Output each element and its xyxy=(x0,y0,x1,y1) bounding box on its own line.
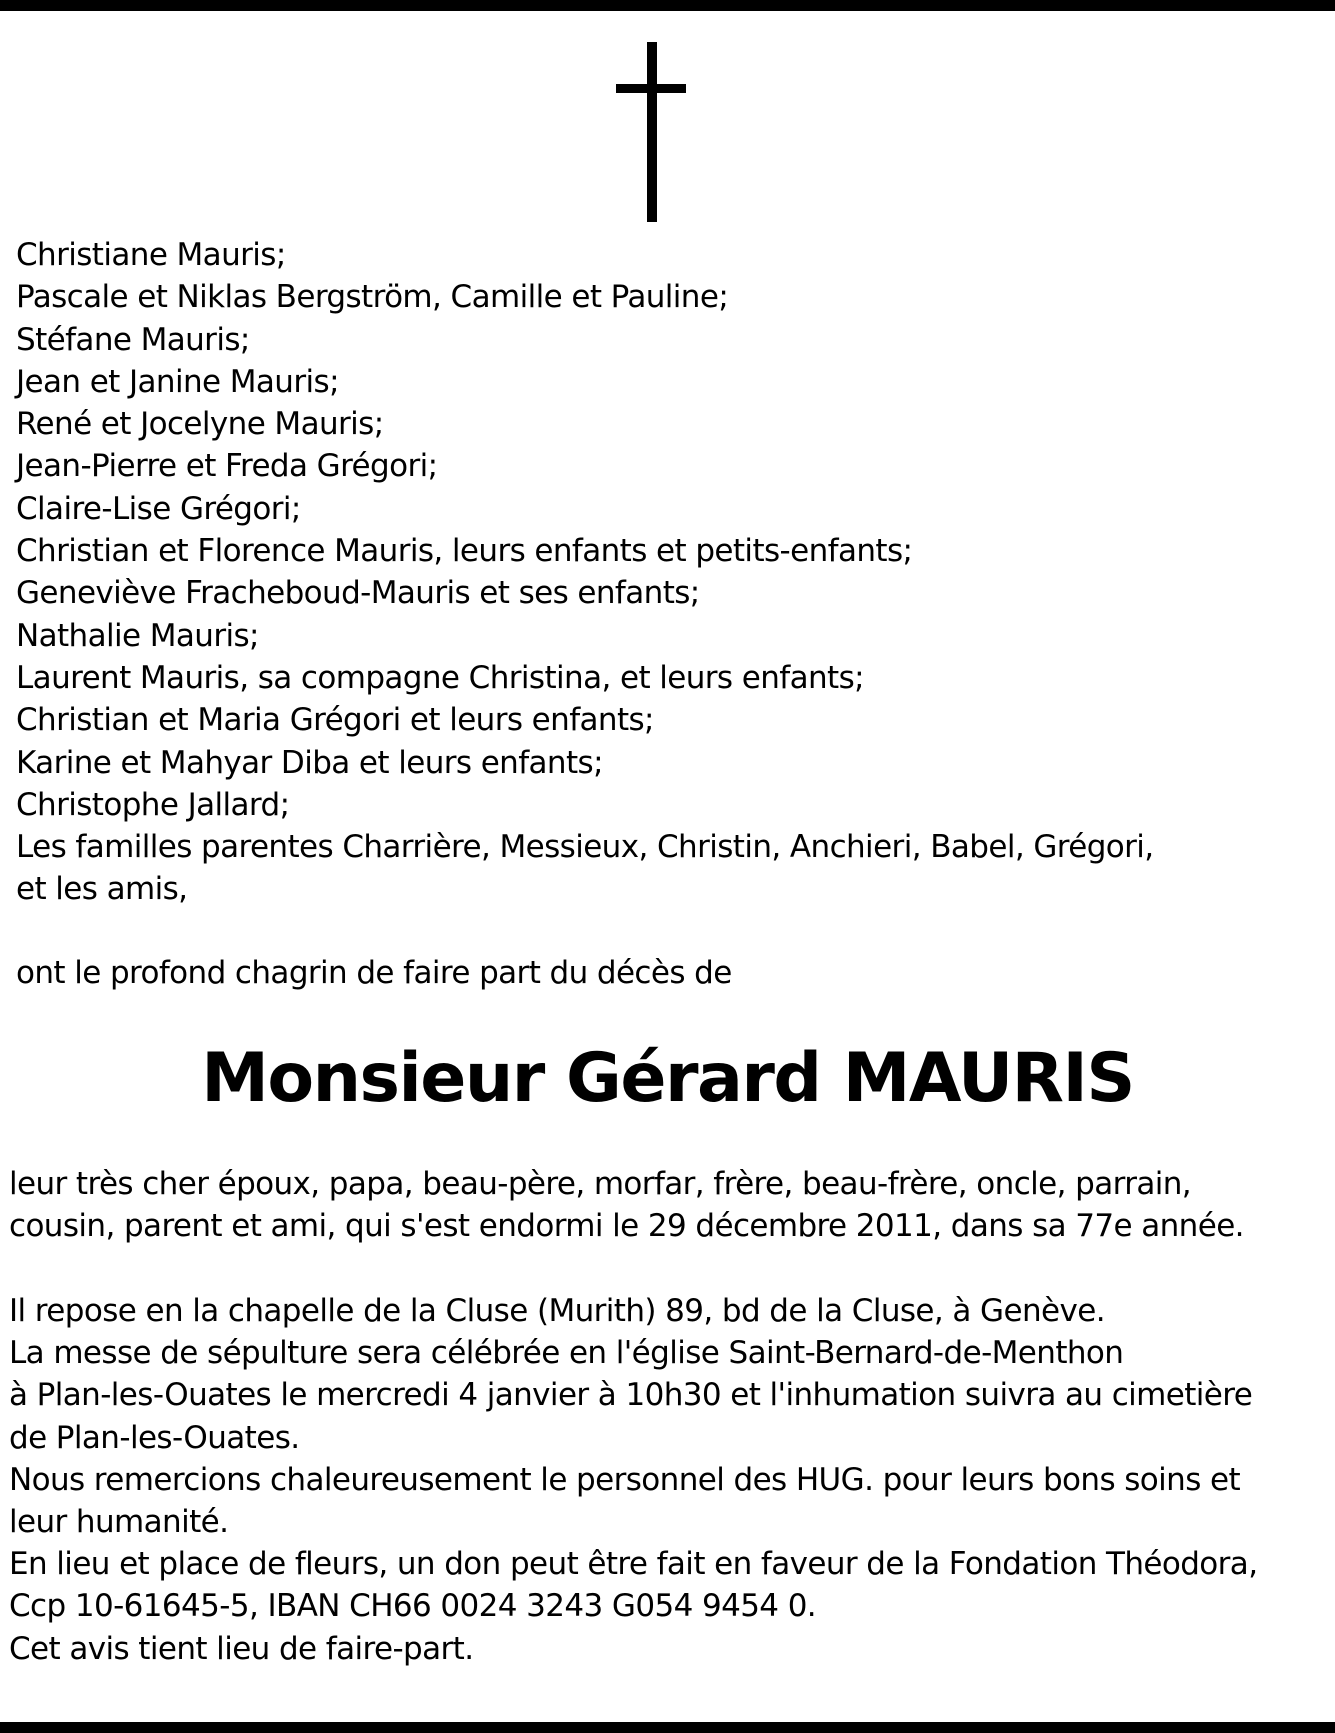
family-line: Christian et Maria Grégori et leurs enfants; xyxy=(16,702,654,739)
cross-horizontal-bar xyxy=(616,84,686,93)
family-line: Pascale et Niklas Bergström, Camille et Pauline; xyxy=(16,279,729,316)
relation-line: cousin, parent et ami, qui s'est endormi le 29 décembre 2011, dans sa 77e année. xyxy=(9,1208,1244,1245)
details-paragraph xyxy=(9,1290,1329,1670)
family-line: Geneviève Fracheboud-Mauris et ses enfants; xyxy=(16,575,700,612)
announcement-text: ont le profond chagrin de faire part du décès de xyxy=(16,955,732,991)
deceased-name-heading: Monsieur Gérard MAURIS xyxy=(201,1039,1134,1118)
family-line: et les amis, xyxy=(16,871,188,908)
relation-line: leur très cher époux, papa, beau-père, morfar, frère, beau-frère, oncle, parrain, xyxy=(9,1166,1192,1202)
family-line: Nathalie Mauris; xyxy=(16,617,259,654)
details-line: Ccp 10-61645-5, IBAN CH66 0024 3243 G054 9454 0. xyxy=(9,1588,817,1625)
bottom-border-rule xyxy=(0,1722,1335,1733)
family-line: Jean-Pierre et Freda Grégori; xyxy=(16,448,438,485)
cross-vertical-bar xyxy=(647,42,657,222)
details-line: de Plan-les-Ouates. xyxy=(9,1419,300,1456)
details-line: leur humanité. xyxy=(9,1504,229,1541)
family-line: René et Jocelyne Mauris; xyxy=(16,406,384,443)
family-line: Claire-Lise Grégori; xyxy=(16,490,301,527)
details-line: Cet avis tient lieu de faire-part. xyxy=(9,1630,474,1667)
family-line: Christian et Florence Mauris, leurs enfants et petits-enfants; xyxy=(16,533,913,570)
top-border-rule xyxy=(0,0,1335,11)
family-line: Stéfane Mauris; xyxy=(16,321,250,358)
details-line: Il repose en la chapelle de la Cluse (Murith) 89, bd de la Cluse, à Genève. xyxy=(9,1293,1105,1329)
family-line: Laurent Mauris, sa compagne Christina, et leurs enfants; xyxy=(16,659,864,696)
family-line: Jean et Janine Mauris; xyxy=(16,363,339,400)
family-list xyxy=(16,234,1154,911)
family-line: Christiane Mauris; xyxy=(16,237,286,273)
family-line: Karine et Mahyar Diba et leurs enfants; xyxy=(16,744,603,781)
details-line: Nous remercions chaleureusement le personnel des HUG. pour leurs bons soins et xyxy=(9,1461,1241,1498)
relation-paragraph xyxy=(9,1163,1329,1247)
cross-icon xyxy=(616,42,686,222)
details-line: La messe de sépulture sera célébrée en l'église Saint-Bernard-de-Menthon xyxy=(9,1335,1124,1372)
family-line: Les familles parentes Charrière, Messieux, Christin, Anchieri, Babel, Grégori, xyxy=(16,829,1154,866)
details-line: En lieu et place de fleurs, un don peut être fait en faveur de la Fondation Théodora, xyxy=(9,1546,1258,1583)
details-line: à Plan-les-Ouates le mercredi 4 janvier à 10h30 et l'inhumation suivra au cimetière xyxy=(9,1377,1253,1414)
family-line: Christophe Jallard; xyxy=(16,786,290,823)
